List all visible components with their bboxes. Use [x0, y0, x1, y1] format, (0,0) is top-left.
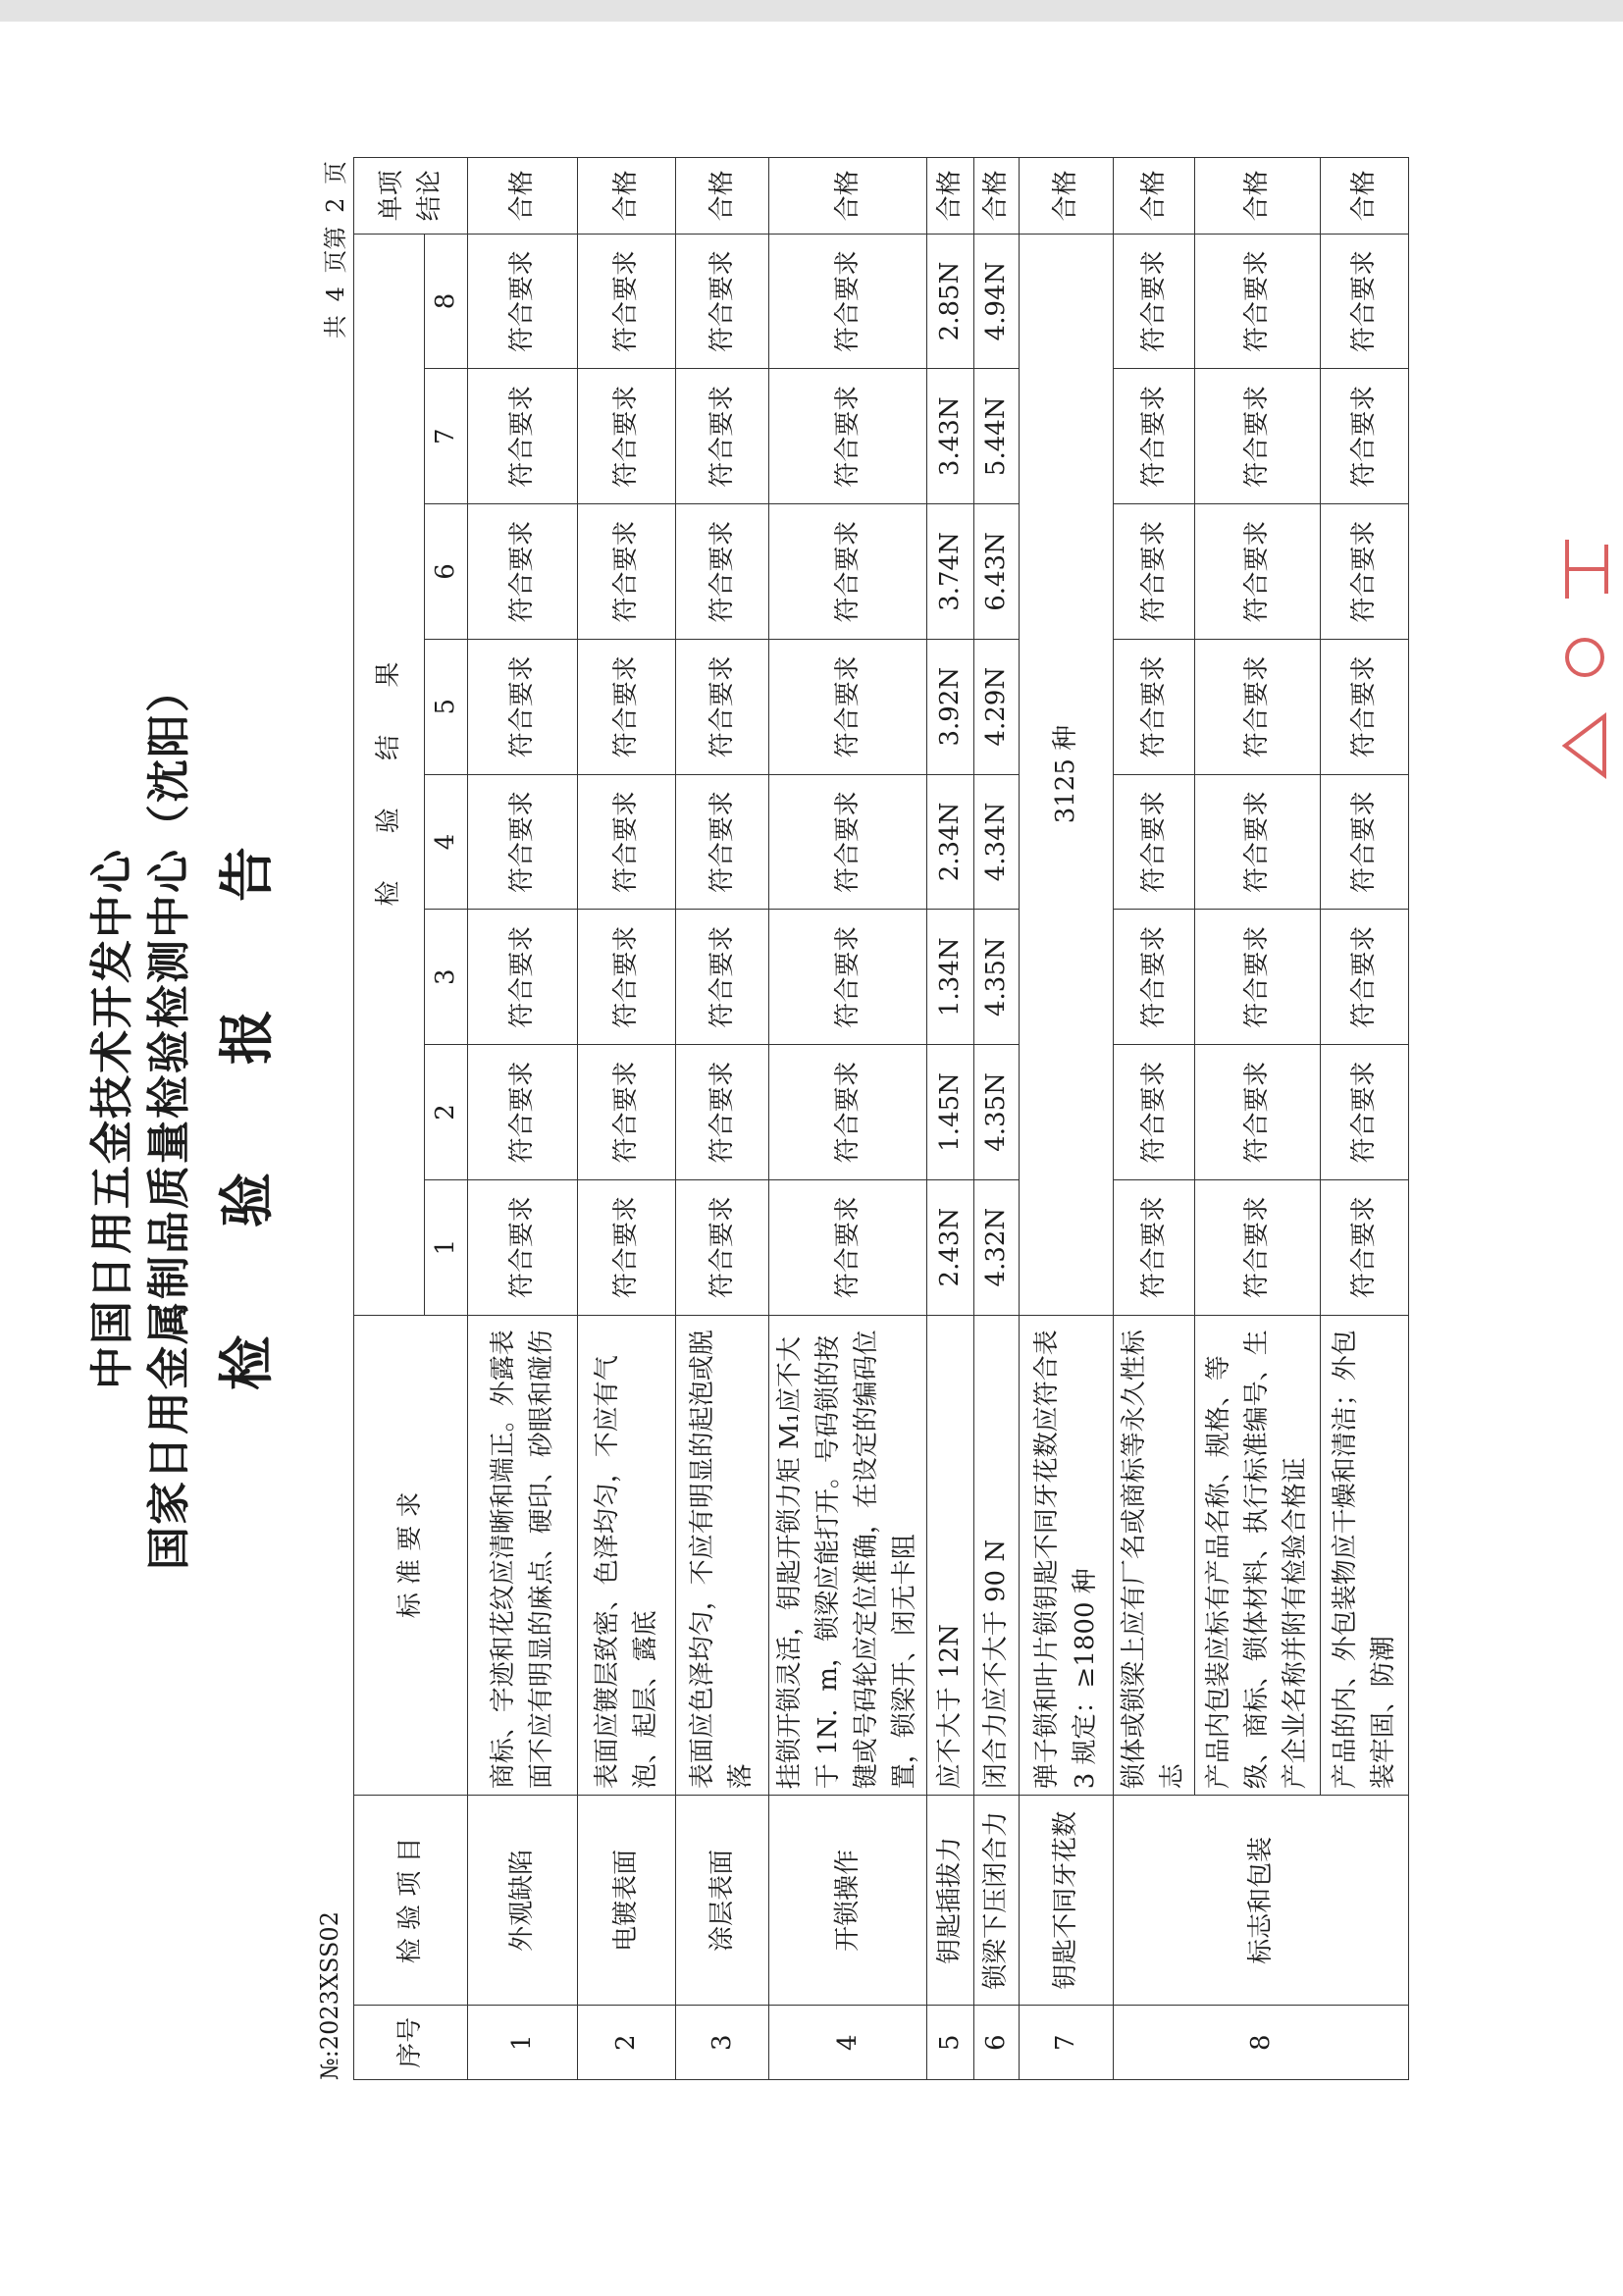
result-cell: 符合要求 — [468, 369, 578, 504]
result-cell: 符合要求 — [1195, 1179, 1321, 1315]
result-cell: 符合要求 — [1114, 774, 1195, 910]
org-name-line1: 中国日用五金技术开发中心 — [87, 848, 137, 1389]
result-cell: 4.32N — [974, 1179, 1020, 1315]
result-cell: 符合要求 — [578, 1179, 676, 1315]
row-item: 开锁操作 — [769, 1796, 927, 2006]
result-cell: 4.94N — [974, 234, 1020, 369]
result-cell: 符合要求 — [1321, 234, 1409, 369]
result-cell: 符合要求 — [676, 910, 769, 1045]
sample-number: 7 — [425, 369, 468, 504]
result-cell: 符合要求 — [1114, 1045, 1195, 1180]
sample-number: 3 — [425, 910, 468, 1045]
result-cell: 符合要求 — [1114, 234, 1195, 369]
result-cell: 符合要求 — [1114, 639, 1195, 774]
table-row — [769, 158, 927, 2080]
table-body — [468, 158, 1409, 2080]
sample-number: 2 — [425, 1045, 468, 1180]
result-cell: 4.35N — [974, 1045, 1020, 1180]
result-cell: 符合要求 — [468, 910, 578, 1045]
result-cell: 符合要求 — [578, 234, 676, 369]
result-cell: 符合要求 — [769, 639, 927, 774]
result-cell: 符合要求 — [769, 774, 927, 910]
row-item: 钥匙插拔力 — [927, 1796, 974, 2006]
result-cell: 3.43N — [927, 369, 974, 504]
result-cell: 符合要求 — [1321, 639, 1409, 774]
result-cell: 1.45N — [927, 1045, 974, 1180]
result-cell: 符合要求 — [1195, 234, 1321, 369]
row-conclusion: 合格 — [1114, 158, 1195, 235]
result-cell: 符合要求 — [578, 639, 676, 774]
org-name-line2: 国家日用金属制品质量检验检测中心（沈阳） — [144, 667, 194, 1570]
result-cell: 符合要求 — [1321, 910, 1409, 1045]
row-standard: 应不大于 12N — [927, 1315, 974, 1796]
result-cell: 符合要求 — [468, 639, 578, 774]
table-row — [468, 158, 578, 2080]
result-cell: 5.44N — [974, 369, 1020, 504]
result-cell: 符合要求 — [468, 1179, 578, 1315]
row-conclusion: 合格 — [1020, 158, 1114, 235]
row-conclusion: 合格 — [1195, 158, 1321, 235]
row-conclusion: 合格 — [974, 158, 1020, 235]
result-cell: 4.29N — [974, 639, 1020, 774]
result-cell: 4.34N — [974, 774, 1020, 910]
row-item: 标志和包装 — [1114, 1796, 1409, 2006]
result-cell: 符合要求 — [769, 369, 927, 504]
sample-number: 6 — [425, 504, 468, 640]
header-seq: 序号 — [354, 2006, 468, 2080]
row-item: 外观缺陷 — [468, 1796, 578, 2006]
header-item: 检 验 项 目 — [354, 1796, 468, 2006]
result-cell: 符合要求 — [676, 774, 769, 910]
row-seq: 5 — [927, 2006, 974, 2080]
row-conclusion: 合格 — [468, 158, 578, 235]
result-cell: 符合要求 — [578, 774, 676, 910]
result-cell: 符合要求 — [1114, 369, 1195, 504]
result-cell: 符合要求 — [769, 504, 927, 640]
result-cell: 符合要求 — [1321, 774, 1409, 910]
result-cell: 符合要求 — [1114, 504, 1195, 640]
result-cell: 符合要求 — [769, 234, 927, 369]
header-standard: 标 准 要 求 — [354, 1315, 468, 1796]
result-cell: 符合要求 — [468, 504, 578, 640]
result-cell: 符合要求 — [1195, 369, 1321, 504]
result-cell: 3.92N — [927, 639, 974, 774]
row-item: 涂层表面 — [676, 1796, 769, 2006]
row-standard: 商标、字迹和花纹应清晰和端正。外露表面不应有明显的麻点、硬印、砂眼和碰伤 — [468, 1315, 578, 1796]
result-cell: 符合要求 — [676, 234, 769, 369]
row-standard: 弹子锁和叶片锁钥匙不同牙花数应符合表 3 规定：≥1800 种 — [1020, 1315, 1114, 1796]
row-seq: 3 — [676, 2006, 769, 2080]
result-cell: 符合要求 — [769, 910, 927, 1045]
result-cell: 符合要求 — [468, 234, 578, 369]
table-row — [1114, 158, 1195, 2080]
result-cell: 6.43N — [974, 504, 1020, 640]
seal-stamp — [1555, 530, 1614, 785]
result-cell: 符合要求 — [1195, 774, 1321, 910]
table-row — [1321, 158, 1409, 2080]
row-conclusion: 合格 — [927, 158, 974, 235]
header-results: 检 验 结 果 — [354, 234, 425, 1315]
result-cell: 符合要求 — [1321, 1045, 1409, 1180]
table-row — [1195, 158, 1321, 2080]
header-conclusion: 单项结论 — [354, 158, 468, 235]
row-standard: 产品内包装应标有产品名称、规格、等级、商标、锁体材料、执行标准编号、生产企业名称并附有检验合格证 — [1195, 1315, 1321, 1796]
row-item: 钥匙不同牙花数 — [1020, 1796, 1114, 2006]
result-cell: 符合要求 — [676, 369, 769, 504]
table-row — [578, 158, 676, 2080]
result-cell: 2.43N — [927, 1179, 974, 1315]
row-standard: 闭合力应不大于 90 N — [974, 1315, 1020, 1796]
result-cell: 符合要求 — [578, 369, 676, 504]
result-merged: 3125 种 — [1020, 234, 1114, 1315]
sample-number: 8 — [425, 234, 468, 369]
row-standard: 表面应色泽均匀，不应有明显的起泡或脱落 — [676, 1315, 769, 1796]
row-seq: 2 — [578, 2006, 676, 2080]
table-row — [1020, 158, 1114, 2080]
result-cell: 符合要求 — [578, 910, 676, 1045]
inspection-table — [353, 157, 1409, 2080]
row-conclusion: 合格 — [769, 158, 927, 235]
result-cell: 符合要求 — [676, 639, 769, 774]
row-standard: 产品的内、外包装物应干燥和清洁；外包装牢固、防潮 — [1321, 1315, 1409, 1796]
report-page — [69, 157, 1623, 2080]
result-cell: 2.85N — [927, 234, 974, 369]
result-cell: 2.34N — [927, 774, 974, 910]
report-number: №:2023XSS02 — [316, 1911, 343, 2080]
result-cell: 符合要求 — [1114, 910, 1195, 1045]
report-title: 检验报告 — [216, 739, 280, 1390]
table-row — [927, 158, 974, 2080]
sample-number: 4 — [425, 774, 468, 910]
row-conclusion: 合格 — [578, 158, 676, 235]
row-seq: 6 — [974, 2006, 1020, 2080]
row-seq: 4 — [769, 2006, 927, 2080]
row-item: 电镀表面 — [578, 1796, 676, 2006]
page-info: 共 4 页第 2 页 — [322, 161, 349, 339]
row-item: 锁梁下压闭合力 — [974, 1796, 1020, 2006]
result-cell: 符合要求 — [468, 1045, 578, 1180]
row-seq: 7 — [1020, 2006, 1114, 2080]
row-seq: 1 — [468, 2006, 578, 2080]
result-cell: 符合要求 — [1114, 1179, 1195, 1315]
result-cell: 符合要求 — [676, 504, 769, 640]
table-row — [974, 158, 1020, 2080]
result-cell: 3.74N — [927, 504, 974, 640]
result-cell: 符合要求 — [1195, 1045, 1321, 1180]
result-cell: 符合要求 — [769, 1179, 927, 1315]
result-cell: 符合要求 — [1195, 504, 1321, 640]
result-cell: 符合要求 — [468, 774, 578, 910]
scan-edge — [0, 0, 1623, 22]
result-cell: 符合要求 — [676, 1179, 769, 1315]
row-conclusion: 合格 — [1321, 158, 1409, 235]
result-cell: 1.34N — [927, 910, 974, 1045]
result-cell: 符合要求 — [769, 1045, 927, 1180]
result-cell: 符合要求 — [1321, 369, 1409, 504]
result-cell: 符合要求 — [1195, 910, 1321, 1045]
result-cell: 符合要求 — [676, 1045, 769, 1180]
result-cell: 符合要求 — [578, 504, 676, 640]
row-seq: 8 — [1114, 2006, 1409, 2080]
table-row — [676, 158, 769, 2080]
sample-number: 5 — [425, 639, 468, 774]
sample-number: 1 — [425, 1179, 468, 1315]
result-cell: 符合要求 — [578, 1045, 676, 1180]
result-cell: 符合要求 — [1321, 504, 1409, 640]
row-standard: 挂锁开锁灵活，钥匙开锁力矩 M₁应不大于 1N．m，锁梁应能打开。号码锁的按键或号码轮应定位准确，在设定的编码位置，锁梁开、闭无卡阻 — [769, 1315, 927, 1796]
result-cell: 符合要求 — [1321, 1179, 1409, 1315]
result-cell: 4.35N — [974, 910, 1020, 1045]
row-standard: 表面应镀层致密、色泽均匀，不应有气泡、起层、露底 — [578, 1315, 676, 1796]
result-cell: 符合要求 — [1195, 639, 1321, 774]
row-conclusion: 合格 — [676, 158, 769, 235]
row-standard: 锁体或锁梁上应有厂名或商标等永久性标志 — [1114, 1315, 1195, 1796]
